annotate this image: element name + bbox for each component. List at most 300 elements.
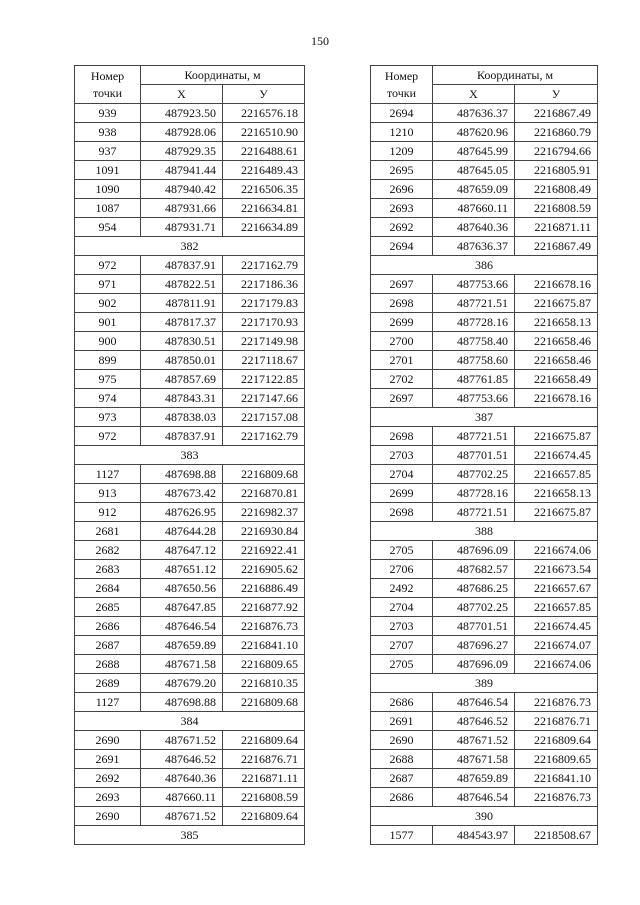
point-number-cell: 2700	[371, 332, 433, 351]
table-row	[371, 541, 598, 560]
point-number-cell: 2492	[371, 579, 433, 598]
x-coordinate-cell: 487830.51	[141, 332, 223, 351]
point-number-cell: 1087	[75, 199, 141, 218]
y-coordinate-cell: 2216867.49	[515, 237, 598, 256]
x-coordinate-cell: 487721.51	[433, 427, 515, 446]
y-coordinate-cell: 2216809.65	[223, 655, 305, 674]
table-row	[371, 446, 598, 465]
table-row	[75, 256, 305, 275]
y-coordinate-cell: 2216867.49	[515, 104, 598, 123]
y-coordinate-cell: 2216674.07	[515, 636, 598, 655]
table-row	[75, 389, 305, 408]
point-number-cell: 2692	[75, 769, 141, 788]
point-number-cell: 1577	[371, 826, 433, 845]
section-row	[371, 807, 598, 826]
x-coordinate-cell: 487646.54	[141, 617, 223, 636]
y-coordinate-cell: 2217162.79	[223, 427, 305, 446]
x-coordinate-cell: 487837.91	[141, 256, 223, 275]
x-coordinate-cell: 487659.09	[433, 180, 515, 199]
point-number-header	[371, 66, 433, 104]
y-coordinate-cell: 2216860.79	[515, 123, 598, 142]
point-number-cell: 902	[75, 294, 141, 313]
section-label: 383	[75, 446, 305, 465]
table-row	[75, 294, 305, 313]
table-row	[75, 674, 305, 693]
section-row	[371, 522, 598, 541]
point-number-cell: 974	[75, 389, 141, 408]
y-coordinate-cell: 2216658.46	[515, 351, 598, 370]
section-row	[75, 712, 305, 731]
y-coordinate-cell: 2216809.64	[223, 807, 305, 826]
y-coordinate-cell: 2216810.35	[223, 674, 305, 693]
y-coordinate-cell: 2216657.85	[515, 465, 598, 484]
x-coordinate-cell: 487679.20	[141, 674, 223, 693]
point-number-cell: 2696	[371, 180, 433, 199]
x-coordinate-cell: 487671.52	[141, 731, 223, 750]
y-coordinate-cell: 2218508.67	[515, 826, 598, 845]
table-row	[75, 484, 305, 503]
x-coordinate-cell: 487923.50	[141, 104, 223, 123]
table-row	[371, 199, 598, 218]
point-number-header-line1: Номер	[384, 68, 419, 83]
table-row	[75, 541, 305, 560]
section-row	[75, 446, 305, 465]
point-number-cell: 2686	[371, 693, 433, 712]
table-row	[371, 389, 598, 408]
x-coordinate-cell: 487660.11	[141, 788, 223, 807]
x-coordinate-cell: 487753.66	[433, 275, 515, 294]
point-number-cell: 2686	[75, 617, 141, 636]
x-coordinate-cell: 487696.09	[433, 541, 515, 560]
x-coordinate-cell: 487758.60	[433, 351, 515, 370]
point-number-cell: 2688	[371, 750, 433, 769]
x-coordinate-cell: 487647.85	[141, 598, 223, 617]
table-row	[371, 788, 598, 807]
y-coordinate-cell: 2216506.35	[223, 180, 305, 199]
table-row	[75, 199, 305, 218]
table-row	[75, 370, 305, 389]
x-coordinate-cell: 487817.37	[141, 313, 223, 332]
y-coordinate-cell: 2216674.45	[515, 617, 598, 636]
y-coordinate-cell: 2216657.85	[515, 598, 598, 617]
table-row	[75, 123, 305, 142]
table-row	[371, 332, 598, 351]
table-row	[371, 484, 598, 503]
y-coordinate-cell: 2216809.64	[223, 731, 305, 750]
x-coordinate-cell: 487940.42	[141, 180, 223, 199]
point-number-cell: 901	[75, 313, 141, 332]
y-coordinate-cell: 2216794.66	[515, 142, 598, 161]
y-coordinate-cell: 2216805.91	[515, 161, 598, 180]
point-number-cell: 2698	[371, 294, 433, 313]
table-row	[75, 465, 305, 484]
y-coordinate-cell: 2216675.87	[515, 503, 598, 522]
table-row	[371, 636, 598, 655]
point-number-cell: 2704	[371, 465, 433, 484]
table-row	[371, 579, 598, 598]
x-header: X	[433, 85, 515, 104]
table-row	[75, 503, 305, 522]
point-number-cell: 2706	[371, 560, 433, 579]
table-row	[75, 750, 305, 769]
x-coordinate-cell: 487838.03	[141, 408, 223, 427]
table-row	[75, 522, 305, 541]
y-coordinate-cell: 2216634.81	[223, 199, 305, 218]
x-coordinate-cell: 487636.37	[433, 104, 515, 123]
table-row	[75, 807, 305, 826]
table-row	[371, 731, 598, 750]
coordinates-table-right	[370, 65, 598, 845]
point-number-cell: 2697	[371, 389, 433, 408]
point-number-cell: 971	[75, 275, 141, 294]
point-number-cell: 975	[75, 370, 141, 389]
x-coordinate-cell: 487660.11	[433, 199, 515, 218]
table-row	[371, 275, 598, 294]
table-row	[75, 313, 305, 332]
x-coordinate-cell: 487696.09	[433, 655, 515, 674]
section-row	[371, 408, 598, 427]
x-coordinate-cell: 487928.06	[141, 123, 223, 142]
x-coordinate-cell: 487857.69	[141, 370, 223, 389]
y-coordinate-cell: 2217149.98	[223, 332, 305, 351]
table-row	[75, 351, 305, 370]
point-number-cell: 2698	[371, 503, 433, 522]
y-coordinate-cell: 2216876.71	[223, 750, 305, 769]
point-number-header	[75, 66, 141, 104]
y-coordinate-cell: 2216675.87	[515, 427, 598, 446]
y-coordinate-cell: 2216678.16	[515, 389, 598, 408]
y-coordinate-cell: 2216922.41	[223, 541, 305, 560]
point-number-cell: 2707	[371, 636, 433, 655]
x-coordinate-cell: 487626.95	[141, 503, 223, 522]
table-row	[75, 104, 305, 123]
point-number-cell: 973	[75, 408, 141, 427]
point-number-cell: 2685	[75, 598, 141, 617]
y-coordinate-cell: 2216886.49	[223, 579, 305, 598]
table-row	[75, 408, 305, 427]
x-coordinate-cell: 487701.51	[433, 617, 515, 636]
x-coordinate-cell: 484543.97	[433, 826, 515, 845]
point-number-cell: 2687	[371, 769, 433, 788]
table-row	[75, 332, 305, 351]
table-row	[371, 769, 598, 788]
point-number-cell: 1090	[75, 180, 141, 199]
x-coordinate-cell: 487811.91	[141, 294, 223, 313]
y-header: У	[223, 85, 305, 104]
table-row	[371, 598, 598, 617]
y-coordinate-cell: 2216809.68	[223, 465, 305, 484]
point-number-cell: 912	[75, 503, 141, 522]
table-row	[371, 655, 598, 674]
section-label: 388	[371, 522, 598, 541]
point-number-header-line2: точки	[92, 85, 123, 100]
point-number-cell: 2682	[75, 541, 141, 560]
section-label: 386	[371, 256, 598, 275]
y-coordinate-cell: 2216841.10	[515, 769, 598, 788]
x-coordinate-cell: 487673.42	[141, 484, 223, 503]
point-number-cell: 2703	[371, 617, 433, 636]
y-coordinate-cell: 2216876.73	[515, 788, 598, 807]
point-number-cell: 2690	[75, 807, 141, 826]
point-number-cell: 2705	[371, 655, 433, 674]
y-coordinate-cell: 2216510.90	[223, 123, 305, 142]
point-number-cell: 938	[75, 123, 141, 142]
section-label: 384	[75, 712, 305, 731]
x-coordinate-cell: 487761.85	[433, 370, 515, 389]
point-number-cell: 2705	[371, 541, 433, 560]
point-number-cell: 2698	[371, 427, 433, 446]
x-coordinate-cell: 487671.52	[433, 731, 515, 750]
y-coordinate-cell: 2216658.13	[515, 313, 598, 332]
y-coordinate-cell: 2216658.49	[515, 370, 598, 389]
table-row	[371, 180, 598, 199]
point-number-cell: 1127	[75, 693, 141, 712]
point-number-cell: 2694	[371, 104, 433, 123]
table-row	[371, 294, 598, 313]
table-row	[371, 465, 598, 484]
point-number-cell: 2686	[371, 788, 433, 807]
y-coordinate-cell: 2217186.36	[223, 275, 305, 294]
section-label: 387	[371, 408, 598, 427]
table-row	[371, 750, 598, 769]
coordinates-header: Координаты, м	[141, 66, 305, 85]
x-coordinate-cell: 487651.12	[141, 560, 223, 579]
point-number-cell: 2693	[371, 199, 433, 218]
section-row	[371, 674, 598, 693]
y-coordinate-cell: 2216870.81	[223, 484, 305, 503]
x-coordinate-cell: 487682.57	[433, 560, 515, 579]
point-number-cell: 1210	[371, 123, 433, 142]
table-row	[75, 142, 305, 161]
x-coordinate-cell: 487702.25	[433, 465, 515, 484]
section-label: 385	[75, 826, 305, 845]
table-row	[371, 161, 598, 180]
table-row	[371, 142, 598, 161]
table-row	[371, 104, 598, 123]
x-coordinate-cell: 487650.56	[141, 579, 223, 598]
y-coordinate-cell: 2216871.11	[223, 769, 305, 788]
y-coordinate-cell: 2216678.16	[515, 275, 598, 294]
x-coordinate-cell: 487640.36	[141, 769, 223, 788]
point-number-cell: 2695	[371, 161, 433, 180]
table-row	[75, 617, 305, 636]
table-row	[75, 731, 305, 750]
point-number-cell: 2701	[371, 351, 433, 370]
y-coordinate-cell: 2217170.93	[223, 313, 305, 332]
y-coordinate-cell: 2216634.89	[223, 218, 305, 237]
section-label: 389	[371, 674, 598, 693]
point-number-cell: 2681	[75, 522, 141, 541]
y-coordinate-cell: 2216876.73	[515, 693, 598, 712]
y-coordinate-cell: 2216657.67	[515, 579, 598, 598]
y-coordinate-cell: 2216808.59	[223, 788, 305, 807]
table-row	[75, 788, 305, 807]
point-number-cell: 2699	[371, 484, 433, 503]
section-label: 382	[75, 237, 305, 256]
y-coordinate-cell: 2216871.11	[515, 218, 598, 237]
point-number-cell: 2683	[75, 560, 141, 579]
table-row	[371, 560, 598, 579]
y-coordinate-cell: 2216675.87	[515, 294, 598, 313]
y-coordinate-cell: 2216488.61	[223, 142, 305, 161]
table-row	[75, 560, 305, 579]
x-coordinate-cell: 487753.66	[433, 389, 515, 408]
x-coordinate-cell: 487698.88	[141, 465, 223, 484]
x-coordinate-cell: 487645.99	[433, 142, 515, 161]
table-row	[75, 693, 305, 712]
x-coordinate-cell: 487931.71	[141, 218, 223, 237]
point-number-cell: 2688	[75, 655, 141, 674]
point-number-cell: 972	[75, 427, 141, 446]
y-coordinate-cell: 2217122.85	[223, 370, 305, 389]
point-number-cell: 1209	[371, 142, 433, 161]
y-coordinate-cell: 2216489.43	[223, 161, 305, 180]
y-coordinate-cell: 2216876.71	[515, 712, 598, 731]
point-number-cell: 2690	[75, 731, 141, 750]
point-number-cell: 2690	[371, 731, 433, 750]
coordinates-table-left	[74, 65, 305, 845]
section-row	[371, 256, 598, 275]
x-coordinate-cell: 487671.58	[433, 750, 515, 769]
point-number-cell: 899	[75, 351, 141, 370]
point-number-cell: 913	[75, 484, 141, 503]
y-coordinate-cell: 2216674.45	[515, 446, 598, 465]
table-row	[75, 427, 305, 446]
x-coordinate-cell: 487646.54	[433, 693, 515, 712]
x-coordinate-cell: 487843.31	[141, 389, 223, 408]
point-number-cell: 2703	[371, 446, 433, 465]
y-coordinate-cell: 2216808.49	[515, 180, 598, 199]
table-row	[75, 180, 305, 199]
y-coordinate-cell: 2217157.08	[223, 408, 305, 427]
x-coordinate-cell: 487644.28	[141, 522, 223, 541]
y-coordinate-cell: 2216841.10	[223, 636, 305, 655]
point-number-cell: 2689	[75, 674, 141, 693]
x-coordinate-cell: 487837.91	[141, 427, 223, 446]
y-coordinate-cell: 2216809.64	[515, 731, 598, 750]
x-coordinate-cell: 487701.51	[433, 446, 515, 465]
section-label: 390	[371, 807, 598, 826]
point-number-cell: 937	[75, 142, 141, 161]
x-coordinate-cell: 487671.52	[141, 807, 223, 826]
y-coordinate-cell: 2216808.59	[515, 199, 598, 218]
x-coordinate-cell: 487931.66	[141, 199, 223, 218]
point-number-cell: 2692	[371, 218, 433, 237]
x-coordinate-cell: 487698.88	[141, 693, 223, 712]
x-coordinate-cell: 487659.89	[433, 769, 515, 788]
table-row	[75, 275, 305, 294]
table-row	[371, 503, 598, 522]
section-row	[75, 826, 305, 845]
y-coordinate-cell: 2216658.13	[515, 484, 598, 503]
y-coordinate-cell: 2216877.92	[223, 598, 305, 617]
x-coordinate-cell: 487646.52	[433, 712, 515, 731]
table-row	[371, 693, 598, 712]
x-coordinate-cell: 487647.12	[141, 541, 223, 560]
x-coordinate-cell: 487929.35	[141, 142, 223, 161]
y-coordinate-cell: 2216674.06	[515, 541, 598, 560]
x-coordinate-cell: 487850.01	[141, 351, 223, 370]
table-row	[371, 712, 598, 731]
y-coordinate-cell: 2216809.65	[515, 750, 598, 769]
point-number-cell: 2684	[75, 579, 141, 598]
y-coordinate-cell: 2216876.73	[223, 617, 305, 636]
point-number-cell: 954	[75, 218, 141, 237]
y-coordinate-cell: 2216674.06	[515, 655, 598, 674]
table-row	[371, 351, 598, 370]
point-number-cell: 900	[75, 332, 141, 351]
page-number: 150	[311, 34, 329, 48]
table-row	[75, 655, 305, 674]
table-row	[75, 769, 305, 788]
point-number-cell: 2704	[371, 598, 433, 617]
table-row	[75, 218, 305, 237]
point-number-cell: 972	[75, 256, 141, 275]
point-number-header-line2: точки	[386, 85, 417, 100]
y-header: У	[515, 85, 598, 104]
section-row	[75, 237, 305, 256]
y-coordinate-cell: 2217118.67	[223, 351, 305, 370]
x-coordinate-cell: 487822.51	[141, 275, 223, 294]
x-coordinate-cell: 487758.40	[433, 332, 515, 351]
y-coordinate-cell: 2217179.83	[223, 294, 305, 313]
table-row	[371, 313, 598, 332]
x-coordinate-cell: 487702.25	[433, 598, 515, 617]
x-coordinate-cell: 487686.25	[433, 579, 515, 598]
x-coordinate-cell: 487671.58	[141, 655, 223, 674]
table-row	[75, 598, 305, 617]
y-coordinate-cell: 2216809.68	[223, 693, 305, 712]
table-row	[75, 579, 305, 598]
x-coordinate-cell: 487721.51	[433, 294, 515, 313]
y-coordinate-cell: 2216673.54	[515, 560, 598, 579]
point-number-cell: 2702	[371, 370, 433, 389]
table-row	[371, 427, 598, 446]
point-number-cell: 939	[75, 104, 141, 123]
x-coordinate-cell: 487721.51	[433, 503, 515, 522]
point-number-cell: 2687	[75, 636, 141, 655]
point-number-cell: 2699	[371, 313, 433, 332]
table-row	[75, 636, 305, 655]
y-coordinate-cell: 2217162.79	[223, 256, 305, 275]
x-coordinate-cell: 487659.89	[141, 636, 223, 655]
point-number-cell: 1127	[75, 465, 141, 484]
x-coordinate-cell: 487645.05	[433, 161, 515, 180]
point-number-cell: 2697	[371, 275, 433, 294]
point-number-cell: 1091	[75, 161, 141, 180]
x-coordinate-cell: 487696.27	[433, 636, 515, 655]
x-coordinate-cell: 487728.16	[433, 484, 515, 503]
y-coordinate-cell: 2216905.62	[223, 560, 305, 579]
point-number-cell: 2691	[75, 750, 141, 769]
table-row	[371, 370, 598, 389]
y-coordinate-cell: 2216576.18	[223, 104, 305, 123]
table-row	[371, 123, 598, 142]
y-coordinate-cell: 2217147.66	[223, 389, 305, 408]
table-row	[371, 218, 598, 237]
table-row	[371, 617, 598, 636]
x-coordinate-cell: 487646.54	[433, 788, 515, 807]
x-coordinate-cell: 487646.52	[141, 750, 223, 769]
y-coordinate-cell: 2216982.37	[223, 503, 305, 522]
x-coordinate-cell: 487640.36	[433, 218, 515, 237]
point-number-cell: 2694	[371, 237, 433, 256]
coordinates-header: Координаты, м	[433, 66, 598, 85]
x-coordinate-cell: 487620.96	[433, 123, 515, 142]
table-row	[75, 161, 305, 180]
y-coordinate-cell: 2216930.84	[223, 522, 305, 541]
table-row	[371, 237, 598, 256]
